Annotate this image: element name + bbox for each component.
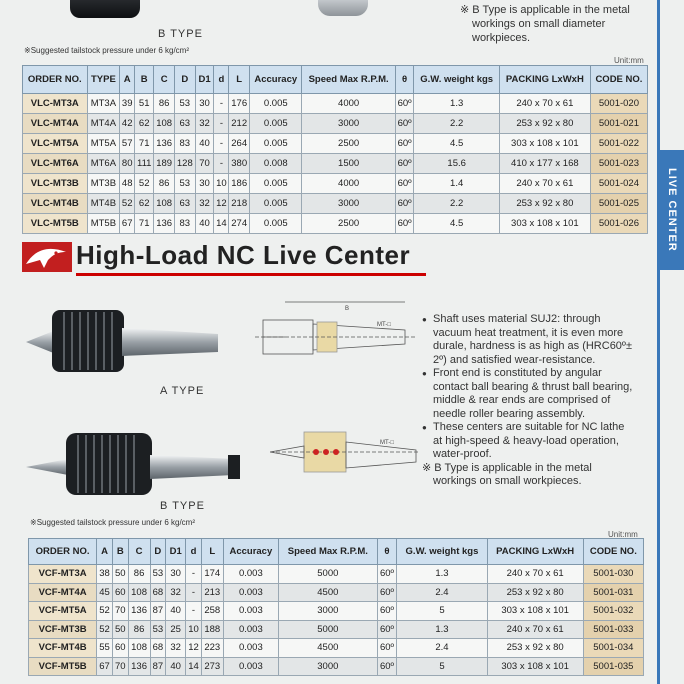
table-row bbox=[29, 620, 644, 639]
table-cell: 174 bbox=[201, 565, 223, 584]
table-cell: 5000 bbox=[279, 620, 378, 639]
table-cell: 67 bbox=[120, 214, 135, 234]
table-cell: VLC-MT5A bbox=[23, 134, 88, 154]
bullet-line: ● Front end is constituted by angular bbox=[433, 367, 602, 379]
table-row bbox=[29, 639, 644, 658]
table-cell: 38 bbox=[97, 565, 113, 584]
table-row bbox=[29, 565, 644, 584]
table-cell: 32 bbox=[166, 639, 186, 658]
table-cell: 40 bbox=[195, 134, 214, 154]
table-cell: VCF-MT3A bbox=[29, 565, 97, 584]
table-cell: 53 bbox=[150, 620, 166, 639]
table-cell: 60º bbox=[377, 657, 397, 676]
column-header: D1 bbox=[166, 539, 186, 565]
table-row bbox=[23, 114, 648, 134]
table-row bbox=[23, 134, 648, 154]
table-cell: 5 bbox=[397, 602, 487, 621]
table-cell: VCF-MT4B bbox=[29, 639, 97, 658]
a-type-center-photo bbox=[22, 300, 222, 380]
table-cell: 70 bbox=[112, 657, 128, 676]
table-cell: 40 bbox=[166, 602, 186, 621]
table-cell: 5001-031 bbox=[583, 583, 643, 602]
bullet-line: middle & rear ends are comprised of bbox=[433, 394, 611, 406]
table-cell: 50 bbox=[112, 565, 128, 584]
table-cell: 2.4 bbox=[397, 639, 487, 658]
column-header: C bbox=[128, 539, 150, 565]
table-cell: MT5A bbox=[87, 134, 120, 154]
table-cell: 0.003 bbox=[223, 583, 278, 602]
table-cell: 60º bbox=[377, 565, 397, 584]
table-row bbox=[23, 214, 648, 234]
table-cell: 5000 bbox=[279, 565, 378, 584]
table-cell: 136 bbox=[128, 657, 150, 676]
table-cell: 60º bbox=[377, 639, 397, 658]
bullet-item bbox=[422, 421, 652, 462]
table-cell: 40 bbox=[166, 657, 186, 676]
table-cell: 380 bbox=[229, 154, 250, 174]
column-header: G.W. weight kgs bbox=[397, 539, 487, 565]
table-cell: 63 bbox=[174, 114, 195, 134]
table-cell: 86 bbox=[154, 94, 175, 114]
table-cell: 71 bbox=[135, 214, 154, 234]
table-cell: 0.003 bbox=[223, 620, 278, 639]
table-cell: 12 bbox=[214, 194, 229, 214]
table-cell: - bbox=[214, 94, 229, 114]
table-cell: - bbox=[186, 565, 202, 584]
table-cell: 0.005 bbox=[250, 194, 302, 214]
table-cell: 70 bbox=[195, 154, 214, 174]
table-cell: 32 bbox=[195, 114, 214, 134]
table-cell: 410 x 177 x 168 bbox=[499, 154, 590, 174]
table-cell: 5001-021 bbox=[590, 114, 647, 134]
a-type-label: A TYPE bbox=[160, 385, 205, 397]
table-cell: 2500 bbox=[302, 134, 395, 154]
table-cell: 51 bbox=[135, 94, 154, 114]
feature-bullets bbox=[422, 313, 652, 489]
bullet-line: ● These centers are suitable for NC lathe bbox=[433, 421, 625, 433]
table-cell: 4.5 bbox=[414, 134, 499, 154]
table-cell: VLC-MT3A bbox=[23, 94, 88, 114]
table-cell: 5001-022 bbox=[590, 134, 647, 154]
table-row bbox=[23, 194, 648, 214]
table-cell: 80 bbox=[120, 154, 135, 174]
table-cell: 4000 bbox=[302, 174, 395, 194]
table-cell: 60º bbox=[377, 620, 397, 639]
table-cell: 223 bbox=[201, 639, 223, 658]
column-header: PACKING LxWxH bbox=[487, 539, 583, 565]
column-header: D bbox=[174, 66, 195, 94]
table-cell: - bbox=[214, 114, 229, 134]
b-type-label: B TYPE bbox=[160, 500, 205, 512]
table-cell: 32 bbox=[166, 583, 186, 602]
table-cell: 176 bbox=[229, 94, 250, 114]
table-cell: 273 bbox=[201, 657, 223, 676]
table-cell: 53 bbox=[174, 94, 195, 114]
table-cell: 108 bbox=[128, 639, 150, 658]
table-cell: 60º bbox=[395, 154, 414, 174]
bullet-line: vacuum heat treatment, it is even more bbox=[433, 326, 624, 339]
table-cell: 1.3 bbox=[414, 94, 499, 114]
table-cell: 86 bbox=[154, 174, 175, 194]
table-cell: 240 x 70 x 61 bbox=[487, 565, 583, 584]
brand-eagle-logo bbox=[22, 242, 72, 272]
table-cell: 264 bbox=[229, 134, 250, 154]
table-cell: 30 bbox=[166, 565, 186, 584]
note-line: ※ B Type is applicable in the metal bbox=[422, 461, 592, 474]
top-unit: Unit:mm bbox=[614, 56, 644, 65]
column-header: PACKING LxWxH bbox=[499, 66, 590, 94]
table-cell: 83 bbox=[174, 214, 195, 234]
b-type-note bbox=[422, 462, 652, 489]
table-cell: VCF-MT5A bbox=[29, 602, 97, 621]
table-cell: 253 x 92 x 80 bbox=[499, 114, 590, 134]
column-header: CODE NO. bbox=[583, 539, 643, 565]
b-type-nc-center-photo bbox=[22, 425, 242, 500]
table-cell: 14 bbox=[186, 657, 202, 676]
table-cell: VLC-MT4A bbox=[23, 114, 88, 134]
table-cell: 303 x 108 x 101 bbox=[499, 214, 590, 234]
table-cell: 108 bbox=[128, 583, 150, 602]
note-line: workings on small workpieces. bbox=[433, 475, 582, 487]
table-cell: 60º bbox=[377, 583, 397, 602]
table-cell: 62 bbox=[135, 194, 154, 214]
table-cell: 60 bbox=[112, 583, 128, 602]
table-cell: 0.003 bbox=[223, 657, 278, 676]
table-cell: MT4B bbox=[87, 194, 120, 214]
column-header: TYPE bbox=[87, 66, 120, 94]
svg-text:MT-□: MT-□ bbox=[380, 440, 394, 446]
table-cell: 1.4 bbox=[414, 174, 499, 194]
table-cell: VLC-MT4B bbox=[23, 194, 88, 214]
table-cell: VLC-MT3B bbox=[23, 174, 88, 194]
table-cell: 39 bbox=[120, 94, 135, 114]
table-cell: 68 bbox=[150, 639, 166, 658]
top-pressure-note: ※Suggested tailstock pressure under 6 kg/cm² bbox=[24, 46, 190, 55]
table-cell: 60º bbox=[395, 114, 414, 134]
top-b-type-label: B TYPE bbox=[158, 28, 203, 40]
table-cell: VCF-MT4A bbox=[29, 583, 97, 602]
section-title: High-Load NC Live Center bbox=[76, 240, 411, 270]
table-cell: 10 bbox=[186, 620, 202, 639]
column-header: θ bbox=[377, 539, 397, 565]
table-cell: 5 bbox=[397, 657, 487, 676]
table-cell: 45 bbox=[97, 583, 113, 602]
table-cell: 30 bbox=[195, 174, 214, 194]
column-header: θ bbox=[395, 66, 414, 94]
title-underline bbox=[76, 273, 426, 276]
bullet-item bbox=[422, 367, 652, 421]
table-cell: 136 bbox=[128, 602, 150, 621]
column-header: L bbox=[229, 66, 250, 94]
table-cell: 2500 bbox=[302, 214, 395, 234]
table-cell: 48 bbox=[120, 174, 135, 194]
table-cell: - bbox=[186, 583, 202, 602]
table-cell: 240 x 70 x 61 bbox=[499, 94, 590, 114]
table-cell: 4000 bbox=[302, 94, 395, 114]
table-cell: 67 bbox=[97, 657, 113, 676]
table-cell: 274 bbox=[229, 214, 250, 234]
table-cell: 70 bbox=[112, 602, 128, 621]
table-cell: 5001-024 bbox=[590, 174, 647, 194]
bullet-line: ● Shaft uses material SUJ2: through bbox=[433, 313, 601, 325]
a-type-drawing bbox=[255, 298, 415, 368]
table-cell: 5001-023 bbox=[590, 154, 647, 174]
table-cell: 303 x 108 x 101 bbox=[499, 134, 590, 154]
bullet-line: durale, hardness is as high as (HRC60º± bbox=[433, 340, 632, 352]
side-tab-live-center: LIVE CENTER bbox=[660, 150, 684, 270]
column-header: A bbox=[97, 539, 113, 565]
table-cell: 60º bbox=[395, 134, 414, 154]
column-header: L bbox=[201, 539, 223, 565]
table-cell: 60º bbox=[377, 602, 397, 621]
table-cell: 25 bbox=[166, 620, 186, 639]
table-cell: 0.005 bbox=[250, 134, 302, 154]
table-cell: 5001-032 bbox=[583, 602, 643, 621]
table-cell: VLC-MT6A bbox=[23, 154, 88, 174]
table-cell: 53 bbox=[150, 565, 166, 584]
table-cell: MT6A bbox=[87, 154, 120, 174]
table-row bbox=[29, 602, 644, 621]
table-cell: 108 bbox=[154, 194, 175, 214]
table-cell: - bbox=[214, 134, 229, 154]
table-cell: 14 bbox=[214, 214, 229, 234]
note-line: workings on small diameter bbox=[472, 18, 606, 30]
bullet-line: water-proof. bbox=[433, 448, 492, 460]
table-cell: 111 bbox=[135, 154, 154, 174]
table-cell: 5001-035 bbox=[583, 657, 643, 676]
table-cell: 2.2 bbox=[414, 194, 499, 214]
table-cell: 258 bbox=[201, 602, 223, 621]
table-cell: MT3B bbox=[87, 174, 120, 194]
table-cell: 60º bbox=[395, 94, 414, 114]
svg-text:B: B bbox=[345, 306, 350, 312]
table-cell: MT5B bbox=[87, 214, 120, 234]
table-cell: 5001-020 bbox=[590, 94, 647, 114]
table-cell: 0.005 bbox=[250, 94, 302, 114]
table-cell: 86 bbox=[128, 565, 150, 584]
section2-pressure-note: ※Suggested tailstock pressure under 6 kg/cm² bbox=[30, 518, 196, 527]
table-cell: 3000 bbox=[302, 114, 395, 134]
table-cell: 5001-034 bbox=[583, 639, 643, 658]
table-cell: 12 bbox=[186, 639, 202, 658]
column-header: C bbox=[154, 66, 175, 94]
top-b-type-note bbox=[460, 3, 630, 45]
table-cell: 53 bbox=[174, 174, 195, 194]
table-cell: 4.5 bbox=[414, 214, 499, 234]
column-header: Accuracy bbox=[223, 539, 278, 565]
table-cell: - bbox=[186, 602, 202, 621]
column-header: G.W. weight kgs bbox=[414, 66, 499, 94]
column-header: D1 bbox=[195, 66, 214, 94]
table-cell: 5001-026 bbox=[590, 214, 647, 234]
b-type-nc-drawing bbox=[270, 422, 420, 482]
table-cell: 253 x 92 x 80 bbox=[487, 583, 583, 602]
table-cell: MT4A bbox=[87, 114, 120, 134]
column-header: Accuracy bbox=[250, 66, 302, 94]
column-header: Speed Max R.P.M. bbox=[302, 66, 395, 94]
bullet-line: 2º) and satisfied wear-resistance. bbox=[433, 353, 596, 366]
table-cell: 60º bbox=[395, 214, 414, 234]
table-row bbox=[23, 154, 648, 174]
table-cell: 108 bbox=[154, 114, 175, 134]
table-cell: 188 bbox=[201, 620, 223, 639]
table-cell: VCF-MT3B bbox=[29, 620, 97, 639]
table-cell: 0.005 bbox=[250, 174, 302, 194]
table-cell: 136 bbox=[154, 134, 175, 154]
b-type-center-photo bbox=[70, 0, 140, 18]
column-header: CODE NO. bbox=[590, 66, 647, 94]
bullet-item bbox=[422, 313, 652, 367]
table-cell: 189 bbox=[154, 154, 175, 174]
table-cell: 0.008 bbox=[250, 154, 302, 174]
table-cell: 52 bbox=[120, 194, 135, 214]
bullet-line: needle roller bearing assembly. bbox=[433, 407, 586, 420]
section2-unit: Unit:mm bbox=[608, 530, 638, 539]
column-header: ORDER NO. bbox=[23, 66, 88, 94]
table-cell: 5001-030 bbox=[583, 565, 643, 584]
table-cell: 3000 bbox=[279, 602, 378, 621]
table-cell: MT3A bbox=[87, 94, 120, 114]
table-cell: 52 bbox=[97, 602, 113, 621]
table-cell: 60 bbox=[112, 639, 128, 658]
bullet-line: contact ball bearing & thrust ball bearing, bbox=[433, 380, 633, 393]
table-cell: 128 bbox=[174, 154, 195, 174]
table-cell: 0.003 bbox=[223, 565, 278, 584]
table-cell: 1.3 bbox=[397, 620, 487, 639]
table-cell: 253 x 92 x 80 bbox=[487, 639, 583, 658]
table-cell: 4500 bbox=[279, 583, 378, 602]
table-cell: 3000 bbox=[302, 194, 395, 214]
column-header: ORDER NO. bbox=[29, 539, 97, 565]
table-cell: 52 bbox=[135, 174, 154, 194]
table-row bbox=[29, 583, 644, 602]
column-header: D bbox=[150, 539, 166, 565]
table-cell: 218 bbox=[229, 194, 250, 214]
table-cell: 32 bbox=[195, 194, 214, 214]
table-cell: 0.003 bbox=[223, 602, 278, 621]
table-cell: 40 bbox=[195, 214, 214, 234]
table-cell: - bbox=[214, 154, 229, 174]
table-cell: 52 bbox=[97, 620, 113, 639]
svg-text:MT-□: MT-□ bbox=[377, 322, 391, 328]
table-cell: 68 bbox=[150, 583, 166, 602]
table-cell: 30 bbox=[195, 94, 214, 114]
table-cell: 50 bbox=[112, 620, 128, 639]
table-cell: 15.6 bbox=[414, 154, 499, 174]
table-cell: 0.003 bbox=[223, 639, 278, 658]
column-header: d bbox=[186, 539, 202, 565]
column-header: d bbox=[214, 66, 229, 94]
b-type-drawing bbox=[318, 0, 368, 16]
table-cell: 136 bbox=[154, 214, 175, 234]
table-cell: 87 bbox=[150, 602, 166, 621]
table-cell: VLC-MT5B bbox=[23, 214, 88, 234]
note-line: workpieces. bbox=[472, 32, 531, 44]
table-cell: 212 bbox=[229, 114, 250, 134]
table-cell: 213 bbox=[201, 583, 223, 602]
column-header: Speed Max R.P.M. bbox=[279, 539, 378, 565]
column-header: B bbox=[112, 539, 128, 565]
table-cell: 83 bbox=[174, 134, 195, 154]
table-cell: 87 bbox=[150, 657, 166, 676]
table-cell: 55 bbox=[97, 639, 113, 658]
table-row bbox=[29, 657, 644, 676]
table-cell: 10 bbox=[214, 174, 229, 194]
bullet-line: at high-speed & heavy-load operation, bbox=[433, 434, 619, 447]
table-cell: 0.005 bbox=[250, 214, 302, 234]
table-cell: 71 bbox=[135, 134, 154, 154]
table-cell: 2.4 bbox=[397, 583, 487, 602]
table-cell: 5001-025 bbox=[590, 194, 647, 214]
table-row bbox=[23, 174, 648, 194]
table-cell: 62 bbox=[135, 114, 154, 134]
column-header: A bbox=[120, 66, 135, 94]
table-cell: 4500 bbox=[279, 639, 378, 658]
table-cell: 63 bbox=[174, 194, 195, 214]
side-accent-line bbox=[657, 0, 660, 684]
table-cell: 0.005 bbox=[250, 114, 302, 134]
table-cell: 3000 bbox=[279, 657, 378, 676]
table-cell: 57 bbox=[120, 134, 135, 154]
table-cell: 186 bbox=[229, 174, 250, 194]
table-cell: 240 x 70 x 61 bbox=[487, 620, 583, 639]
table-cell: 1500 bbox=[302, 154, 395, 174]
note-line: ※ B Type is applicable in the metal bbox=[460, 4, 630, 16]
table-cell: 60º bbox=[395, 174, 414, 194]
table-row bbox=[23, 94, 648, 114]
table-cell: 303 x 108 x 101 bbox=[487, 602, 583, 621]
table-cell: 2.2 bbox=[414, 114, 499, 134]
table-cell: 60º bbox=[395, 194, 414, 214]
table-cell: 1.3 bbox=[397, 565, 487, 584]
table-cell: 5001-033 bbox=[583, 620, 643, 639]
table-cell: VCF-MT5B bbox=[29, 657, 97, 676]
table-cell: 86 bbox=[128, 620, 150, 639]
table-cell: 303 x 108 x 101 bbox=[487, 657, 583, 676]
table-cell: 253 x 92 x 80 bbox=[499, 194, 590, 214]
table-cell: 42 bbox=[120, 114, 135, 134]
vcf-spec-table bbox=[28, 538, 644, 676]
vlc-spec-table bbox=[22, 65, 648, 234]
column-header: B bbox=[135, 66, 154, 94]
table-cell: 240 x 70 x 61 bbox=[499, 174, 590, 194]
